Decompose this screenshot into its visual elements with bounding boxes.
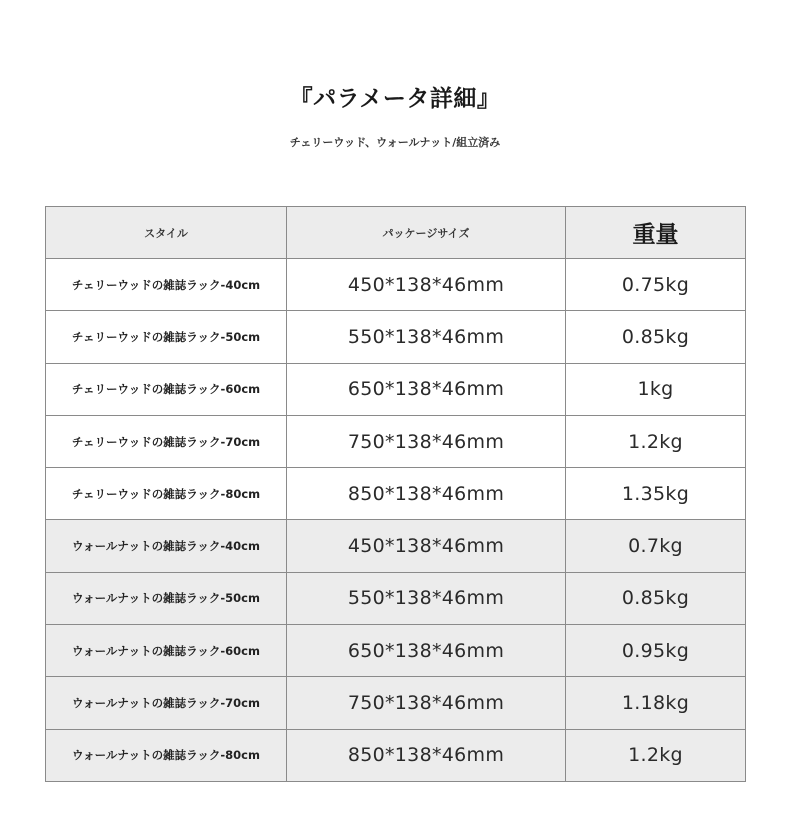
row-package-size: 450*138*46mm <box>287 259 566 311</box>
table-row <box>46 572 746 624</box>
row-weight: 1.35kg <box>566 468 746 520</box>
header-package-size: パッケージサイズ <box>287 207 566 259</box>
row-style-name: チェリーウッドの雑誌ラック-70cm <box>46 415 287 467</box>
row-weight: 0.85kg <box>566 572 746 624</box>
row-package-size: 850*138*46mm <box>287 468 566 520</box>
row-weight: 1.2kg <box>566 729 746 781</box>
table-row <box>46 520 746 572</box>
table-body <box>46 259 746 782</box>
parameter-table <box>45 206 746 782</box>
row-package-size: 550*138*46mm <box>287 572 566 624</box>
page-title: 『パラメータ詳細』 <box>289 86 501 112</box>
row-style-name: ウォールナットの雑誌ラック-80cm <box>46 729 287 781</box>
row-style-name: ウォールナットの雑誌ラック-70cm <box>46 677 287 729</box>
table-row <box>46 729 746 781</box>
row-weight: 1.18kg <box>566 677 746 729</box>
table-row <box>46 677 746 729</box>
row-weight: 0.85kg <box>566 311 746 363</box>
row-package-size: 850*138*46mm <box>287 729 566 781</box>
row-weight: 0.7kg <box>566 520 746 572</box>
row-style-name: ウォールナットの雑誌ラック-40cm <box>46 520 287 572</box>
row-weight: 1.2kg <box>566 415 746 467</box>
row-style-name: ウォールナットの雑誌ラック-60cm <box>46 625 287 677</box>
table-row <box>46 363 746 415</box>
row-package-size: 650*138*46mm <box>287 363 566 415</box>
header-weight: 重量 <box>566 207 746 259</box>
row-package-size: 450*138*46mm <box>287 520 566 572</box>
row-style-name: チェリーウッドの雑誌ラック-80cm <box>46 468 287 520</box>
row-weight: 1kg <box>566 363 746 415</box>
table-row <box>46 625 746 677</box>
table-row <box>46 311 746 363</box>
table-header-row <box>46 207 746 259</box>
row-package-size: 750*138*46mm <box>287 415 566 467</box>
row-style-name: チェリーウッドの雑誌ラック-40cm <box>46 259 287 311</box>
table-row <box>46 468 746 520</box>
table-row <box>46 259 746 311</box>
table-header <box>46 207 746 259</box>
row-package-size: 550*138*46mm <box>287 311 566 363</box>
header-style: スタイル <box>46 207 287 259</box>
row-style-name: ウォールナットの雑誌ラック-50cm <box>46 572 287 624</box>
row-style-name: チェリーウッドの雑誌ラック-50cm <box>46 311 287 363</box>
row-weight: 0.75kg <box>566 259 746 311</box>
row-package-size: 650*138*46mm <box>287 625 566 677</box>
row-style-name: チェリーウッドの雑誌ラック-60cm <box>46 363 287 415</box>
page-subtitle: チェリーウッド、ウォールナット/組立済み <box>289 136 501 149</box>
row-package-size: 750*138*46mm <box>287 677 566 729</box>
row-weight: 0.95kg <box>566 625 746 677</box>
table-row <box>46 415 746 467</box>
